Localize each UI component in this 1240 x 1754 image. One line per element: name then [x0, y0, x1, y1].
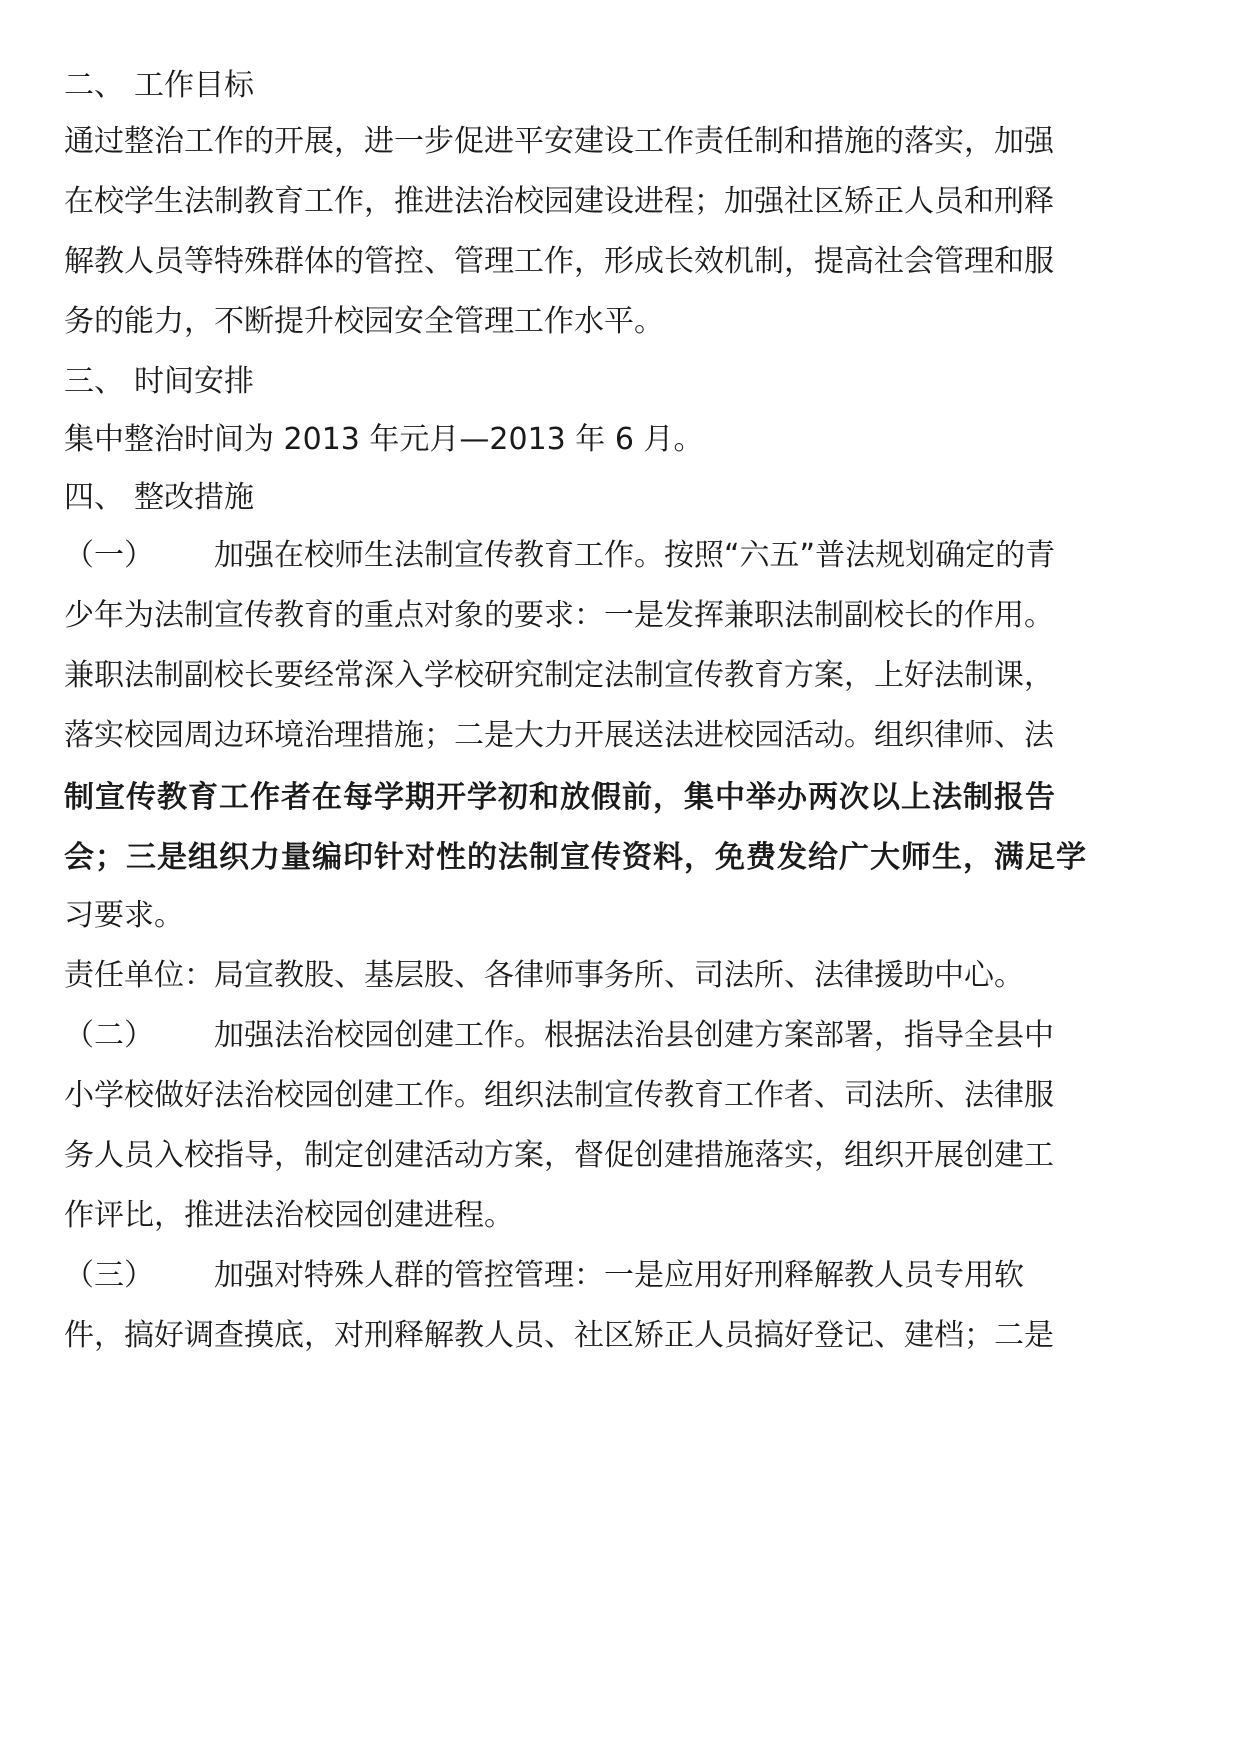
paragraph-line-bold: 会；三是组织力量编印针对性的法制宣传资料，免费发给广大师生，满足学 — [64, 840, 1087, 875]
responsible-units: 责任单位：局宣教股、基层股、各律师事务所、司法所、法律援助中心。 — [64, 958, 1024, 993]
paragraph-line: 作评比，推进法治校园创建进程。 — [64, 1198, 514, 1233]
paragraph-line: 落实校园周边环境治理措施；二是大力开展送法进校园活动。组织律师、法 — [64, 718, 1054, 753]
paragraph-line-bold: 制宣传教育工作者在每学期开学初和放假前，集中举办两次以上法制报告 — [64, 780, 1056, 815]
paragraph-line: 解教人员等特殊群体的管控、管理工作，形成长效机制，提高社会管理和服 — [64, 244, 1054, 279]
measure1-first-line — [64, 536, 1055, 576]
heading-number: 二、 — [64, 68, 124, 103]
measure-title-text: 加强法治校园创建工作。根据法治县创建方案部署，指导全县中 — [214, 1018, 1054, 1053]
measure-number: （二） — [64, 1018, 154, 1053]
paragraph-line: 在校学生法制教育工作，推进法治校园建设进程；加强社区矫正人员和刑释 — [64, 184, 1054, 219]
paragraph-line: 件，搞好调查摸底，对刑释解教人员、社区矫正人员搞好登记、建档；二是 — [64, 1318, 1054, 1353]
paragraph-line: 通过整治工作的开展，进一步促进平安建设工作责任制和措施的落实，加强 — [64, 124, 1054, 159]
heading-number: 四、 — [64, 480, 124, 515]
paragraph-line: 习要求。 — [64, 898, 184, 933]
heading-number: 三、 — [64, 364, 124, 399]
paragraph-line: 务的能力，不断提升校园安全管理工作水平。 — [64, 304, 664, 339]
paragraph-line: 务人员入校指导，制定创建活动方案，督促创建措施落实，组织开展创建工 — [64, 1138, 1054, 1173]
schedule-heading — [64, 362, 254, 402]
measure-number: （一） — [64, 538, 154, 573]
heading-title: 整改措施 — [134, 480, 254, 515]
heading-title: 工作目标 — [134, 68, 254, 103]
goal-heading — [64, 66, 254, 106]
heading-title: 时间安排 — [134, 364, 254, 399]
paragraph-line: 少年为法制宣传教育的重点对象的要求：一是发挥兼职法制副校长的作用。 — [64, 598, 1054, 633]
measure3-first-line — [64, 1256, 1024, 1296]
measure-title-text: 加强在校师生法制宣传教育工作。按照“六五”普法规划确定的青 — [214, 538, 1056, 573]
measure-title-text: 加强对特殊人群的管控管理：一是应用好刑释解教人员专用软 — [214, 1258, 1024, 1293]
paragraph-line: 小学校做好法治校园创建工作。组织法制宣传教育工作者、司法所、法律服 — [64, 1078, 1054, 1113]
measure2-first-line — [64, 1016, 1054, 1056]
measure-number: （三） — [64, 1258, 154, 1293]
measures-heading — [64, 478, 254, 518]
schedule-line: 集中整治时间为 2013 年元月—2013 年 6 月。 — [64, 422, 704, 457]
paragraph-line: 兼职法制副校长要经常深入学校研究制定法制宣传教育方案，上好法制课， — [64, 658, 1054, 693]
